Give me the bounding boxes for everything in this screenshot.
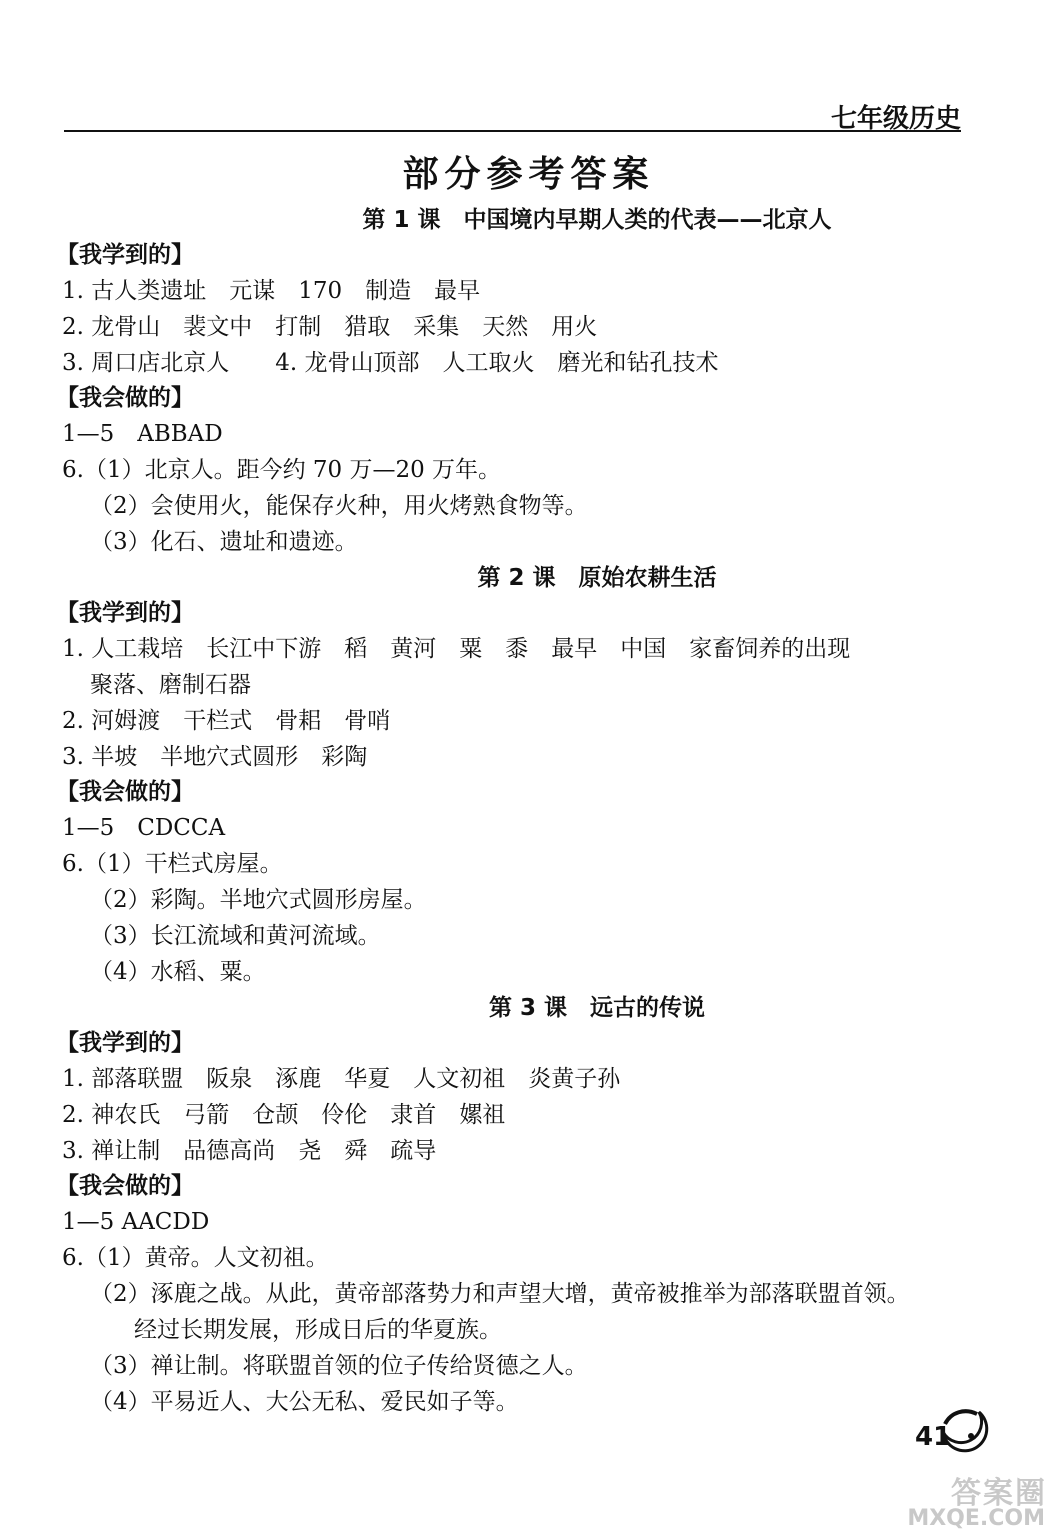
lesson-3-learned-1: 1. 部落联盟 阪泉 涿鹿 华夏 人文初祖 炎黄子孙 — [62, 1066, 621, 1092]
answer-content — [56, 202, 982, 1420]
page-number: 41 — [915, 1422, 952, 1452]
lesson-1-learned-1: 1. 古人类遗址 元谋 170 制造 最早 — [62, 278, 481, 304]
lesson-2-learned-1: 1. 人工栽培 长江中下游 稻 黄河 粟 黍 最早 中国 家畜饲养的出现 — [62, 636, 851, 662]
lesson-3-q6-2-cont: 经过长期发展，形成日后的华夏族。 — [134, 1317, 502, 1343]
lesson-2-learned-label: 【我学到的】 — [56, 600, 194, 626]
watermark-url: MXQE.COM — [907, 1506, 1045, 1531]
lesson-2-title: 第 2 课 原始农耕生活 — [477, 565, 717, 591]
lesson-3-title: 第 3 课 远古的传说 — [488, 995, 706, 1021]
lesson-2-cando-label: 【我会做的】 — [56, 779, 194, 805]
lesson-3-q6-2: （2）涿鹿之战。从此，黄帝部落势力和声望大增，黄帝被推举为部落联盟首领。 — [90, 1281, 910, 1307]
lesson-2-learned-3: 3. 半坡 半地穴式圆形 彩陶 — [62, 744, 368, 770]
lesson-2-mc: 1—5 CDCCA — [62, 815, 226, 841]
lesson-1-q6-1: 6.（1）北京人。距今约 70 万—20 万年。 — [62, 457, 502, 483]
lesson-1-title: 第 1 课 中国境内早期人类的代表——北京人 — [362, 207, 832, 233]
lesson-2-q6-1: 6.（1）干栏式房屋。 — [62, 851, 283, 877]
header-title: 七年级历史 — [830, 104, 961, 134]
lesson-2-q6-4: （4）水稻、粟。 — [90, 959, 266, 985]
lesson-3-learned-label: 【我学到的】 — [56, 1030, 194, 1056]
lesson-3-learned-2: 2. 神农氏 弓箭 仓颉 伶伦 隶首 嫘祖 — [62, 1102, 506, 1128]
lesson-1-mc: 1—5 ABBAD — [62, 421, 223, 447]
lesson-3-q6-1: 6.（1）黄帝。人文初祖。 — [62, 1245, 329, 1271]
lesson-2-q6-2: （2）彩陶。半地穴式圆形房屋。 — [90, 887, 427, 913]
lesson-1-learned-2: 2. 龙骨山 裴文中 打制 猎取 采集 天然 用火 — [62, 314, 598, 340]
watermark: 答案圈 — [951, 1476, 1047, 1511]
lesson-1-learned-label: 【我学到的】 — [56, 242, 194, 268]
lesson-3-q6-3: （3）禅让制。将联盟首领的位子传给贤德之人。 — [90, 1353, 588, 1379]
lesson-2-q6-3: （3）长江流域和黄河流域。 — [90, 923, 381, 949]
lesson-1-q6-3: （3）化石、遗址和遗迹。 — [90, 529, 358, 555]
main-title: 部分参考答案 — [402, 154, 655, 195]
lesson-3-mc: 1—5 AACDD — [62, 1209, 210, 1235]
lesson-3-cando-label: 【我会做的】 — [56, 1173, 194, 1199]
lesson-3-q6-4: （4）平易近人、大公无私、爱民如子等。 — [90, 1389, 519, 1415]
lesson-1-cando-label: 【我会做的】 — [56, 385, 194, 411]
header-rule — [64, 130, 961, 132]
lesson-2-learned-1-cont: 聚落、磨制石器 — [90, 672, 251, 698]
lesson-3-learned-3: 3. 禅让制 品德高尚 尧 舜 疏导 — [62, 1138, 437, 1164]
lesson-1-learned-3: 3. 周口店北京人 4. 龙骨山顶部 人工取火 磨光和钻孔技术 — [62, 350, 719, 376]
lesson-1-q6-2: （2）会使用火，能保存火种，用火烤熟食物等。 — [90, 493, 588, 519]
lesson-2-learned-2: 2. 河姆渡 干栏式 骨耜 骨哨 — [62, 708, 391, 734]
